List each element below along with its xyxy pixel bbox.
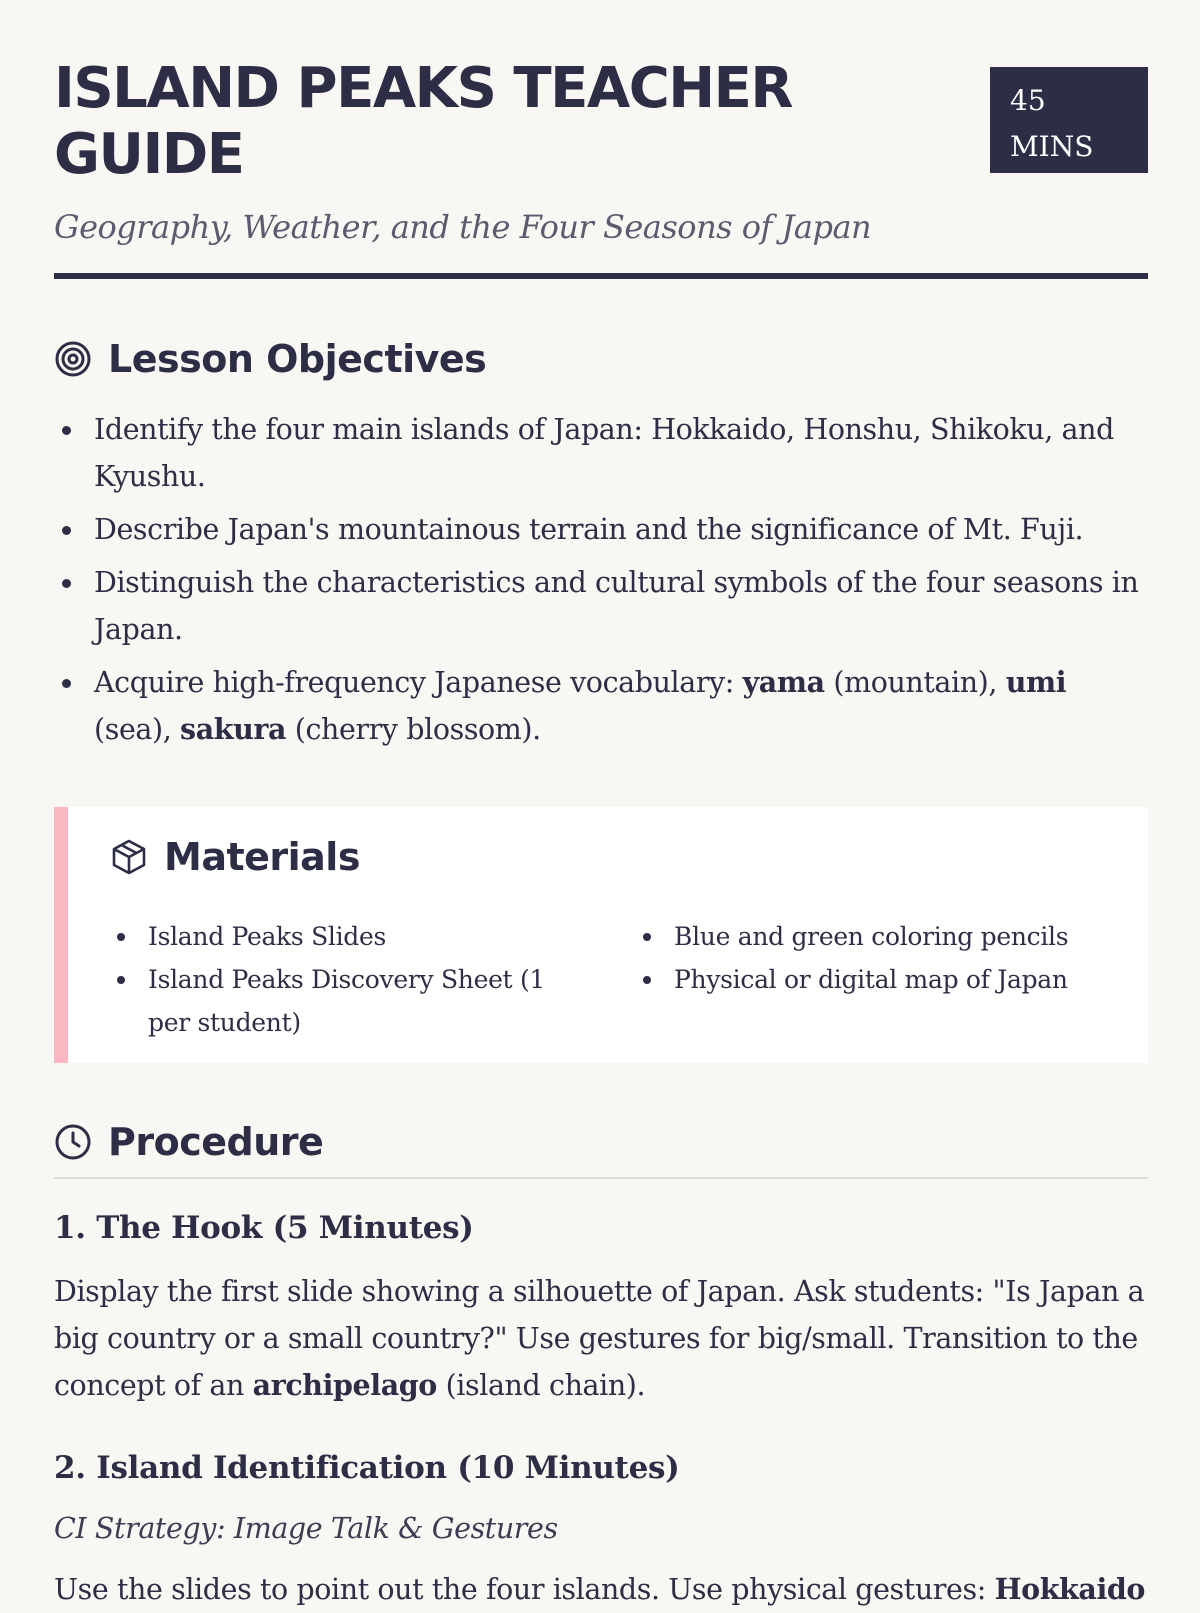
vocab-gloss: (cherry blossom). [286, 713, 541, 746]
step-1-text-after: (island chain). [436, 1369, 646, 1402]
vocab-word: umi [1005, 665, 1067, 699]
list-item: Island Peaks Discovery Sheet (1 per student) [108, 958, 588, 1044]
materials-heading-text: Materials [164, 835, 360, 879]
vocab-gloss: (sea), [94, 713, 181, 746]
list-item: Describe Japan's mountainous terrain and the significance of Mt. Fuji. [54, 506, 1148, 553]
list-item: Distinguish the characteristics and cultural symbols of the four seasons in Japan. [54, 559, 1148, 653]
clock-icon [54, 1123, 92, 1161]
step-1-text-before: Display the first slide showing a silhouette of Japan. Ask students: "Is Japan a big country or a small country?" Use gestures for big/small. Transition to the concept of an [54, 1275, 1145, 1402]
procedure-heading [54, 1120, 323, 1164]
step-1-term: archipelago [252, 1368, 437, 1402]
step-2-text [54, 1566, 1148, 1613]
objectives-heading-text: Lesson Objectives [108, 337, 487, 381]
duration-badge [990, 67, 1148, 173]
duration-unit: MINS [1010, 130, 1094, 163]
objectives-heading [54, 337, 486, 381]
vocab-intro: Acquire high-frequency Japanese vocabulary: [94, 666, 743, 699]
materials-list-right [634, 915, 1114, 1001]
guide-header [54, 56, 1148, 246]
box-icon [110, 838, 148, 876]
list-item: Identify the four main islands of Japan: Hokkaido, Honshu, Shikoku, and Kyushu. [54, 406, 1148, 500]
header-divider [54, 273, 1148, 279]
step-1-text [54, 1268, 1148, 1409]
list-item: Physical or digital map of Japan [634, 958, 1114, 1001]
page-title: ISLAND PEAKS TEACHER GUIDE [54, 56, 793, 187]
procedure-divider [54, 1177, 1148, 1179]
vocab-word: yama [742, 665, 825, 699]
materials-card [54, 807, 1148, 1063]
list-item: Blue and green coloring pencils [634, 915, 1114, 958]
materials-heading [110, 835, 360, 879]
target-icon [54, 340, 92, 378]
vocab-word: sakura [180, 712, 287, 746]
materials-list-left [108, 915, 588, 1044]
duration-number: 45 [1010, 84, 1046, 117]
step-1-title: 1. The Hook (5 Minutes) [54, 1210, 474, 1246]
procedure-heading-text: Procedure [108, 1120, 324, 1164]
step-2-text-before: Use the slides to point out the four islands. Use physical gestures: [54, 1573, 995, 1606]
step-2-term: Hokkaido [994, 1572, 1146, 1606]
list-item: Island Peaks Slides [108, 915, 588, 958]
vocab-gloss: (mountain), [824, 666, 1006, 699]
step-2-title: 2. Island Identification (10 Minutes) [54, 1450, 680, 1486]
list-item [54, 659, 1148, 753]
step-2-strategy: CI Strategy: Image Talk & Gestures [54, 1512, 558, 1545]
page-subtitle: Geography, Weather, and the Four Seasons of Japan [54, 208, 872, 246]
objectives-list [54, 406, 1148, 759]
